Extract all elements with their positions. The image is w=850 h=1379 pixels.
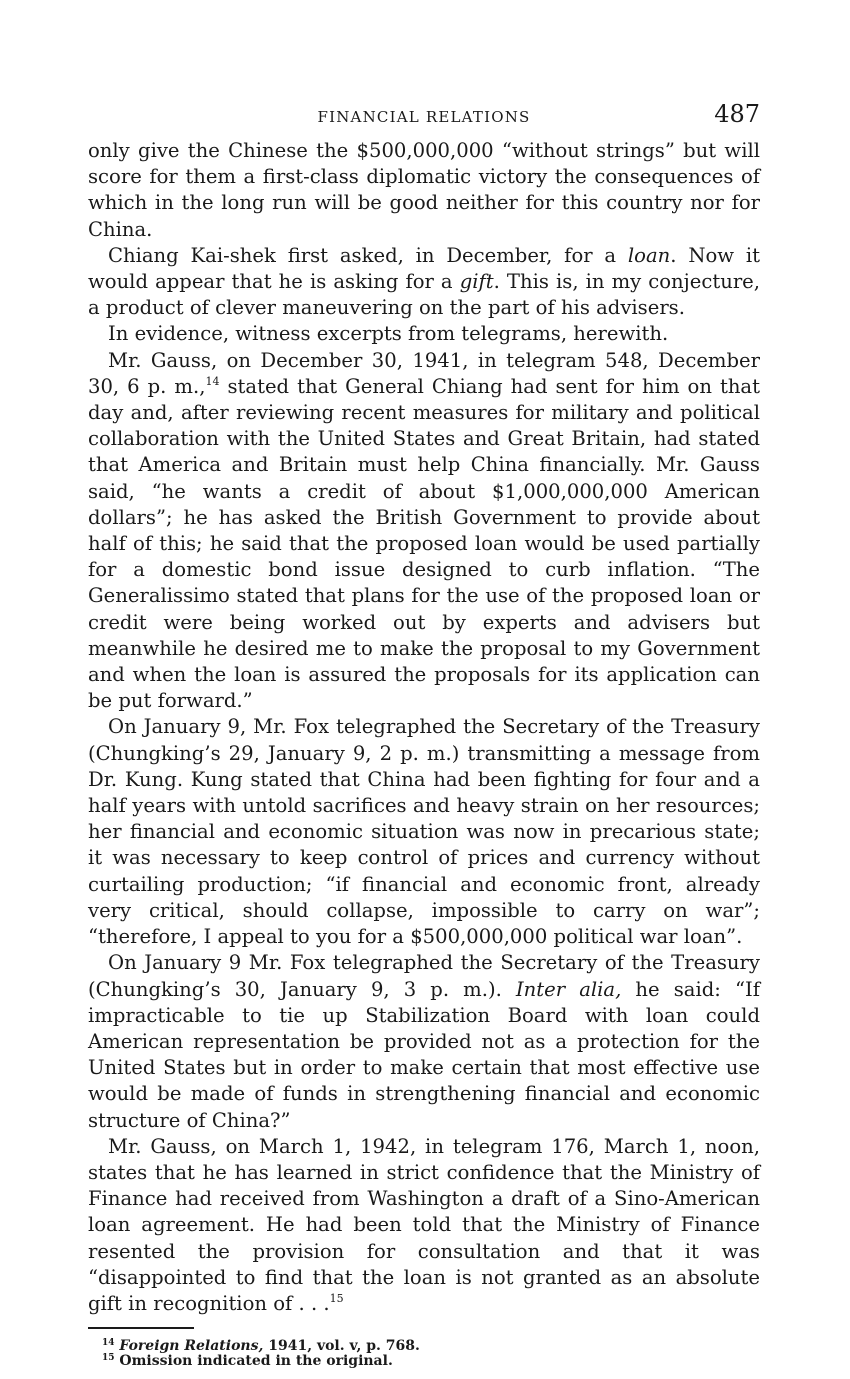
footnote-italic-title: Foreign Relations,: [119, 1338, 264, 1355]
paragraph-4-text-b: stated that General Chiang had sent for him on that day and, after reviewing recent measures for military and political collaboration with the United States and Great Britain, had stated that America and Britain must help China financially. Mr. Gauss said, “he wants a credit of about $1,000,000,000 American dollars”; he has asked the British Government to provide about half of this; he said that the proposed loan would be used partially for a domestic bond issue designed to curb inflation. “The Generalissimo stated that plans for the use of the proposed loan or credit were being worked out by experts and advisers but meanwhile he desired me to make the proposal to my Government and when the loan is assured the proposals for its application can be put forward.”: [88, 374, 760, 713]
footnote-text: 1941, vol. v, p. 768.: [263, 1338, 420, 1355]
footnote-15: [102, 1354, 760, 1369]
body-text: [88, 138, 760, 1317]
inter-alia-italic: Inter alia,: [515, 977, 622, 1001]
paragraph-6-text-b: he said: “If impracticable to tie up Stabilization Board with loan could American representation be provided not as a protection for the United States but in order to make certain that most effective use would be made of funds in strengthening financial and economic structure of China?”: [88, 977, 760, 1132]
paragraph-7-text-a: Mr. Gauss, on March 1, 1942, in telegram 176, March 1, noon, states that he has learned in strict confidence that the Ministry of Finance had received from Washington a draft of a Sino-American loan agreement. He had been told that the Ministry of Finance resented the provision for consultation and that it was “disappointed to find that the loan is not granted as an absolute gift in recognition of . . .: [88, 1134, 760, 1315]
footnote-mark: 14: [102, 1338, 115, 1349]
footnote-mark: 15: [102, 1353, 115, 1364]
footnote-divider: [88, 1327, 194, 1329]
page-number: 487: [714, 100, 760, 128]
paragraph-6: [88, 950, 760, 1133]
footnote-text: Omission indicated in the original.: [119, 1353, 393, 1370]
paragraph-2: [88, 243, 760, 322]
paragraph-2-text-c: . This is, in my conjecture, a product of clever maneuvering on the part of his advisers.: [88, 270, 761, 320]
paragraph-4-text-a: Mr. Gauss, on December 30, 1941, in telegram 548, December 30, 6 p. m.,: [88, 348, 760, 398]
paragraph-2-text-b: . Now it would appear that he is asking for a: [88, 243, 760, 294]
paragraph-3: In evidence, witness excerpts from telegrams, herewith.: [108, 322, 669, 346]
running-head: [88, 98, 760, 138]
paragraph-4: [88, 348, 760, 715]
running-title: FINANCIAL RELATIONS: [317, 108, 531, 126]
footnote-14: [102, 1339, 760, 1354]
loan-italic: loan: [627, 243, 671, 267]
paragraph-5: On January 9, Mr. Fox telegraphed the Secretary of the Treasury (Chungking’s 29, January 9, 2 p. m.) transmitting a message from Dr. Kung. Kung stated that China had been fighting for four and a half years with untold sacrifices and heavy strain on her resources; her financial and economic situation was now in precarious state; it was necessary to keep control of prices and currency without curtailing production; “if financial and economic front, already very critical, should collapse, impossible to carry on war”; “therefore, I appeal to you for a $500,000,000 political war loan”.: [88, 715, 760, 949]
footnote-ref-14: 14: [205, 374, 220, 388]
footnotes: [88, 1339, 760, 1369]
book-page: [88, 98, 760, 1369]
paragraph-6-text-a: On January 9 Mr. Fox telegraphed the Secretary of the Treasury (Chungking’s 30, January 9, 3 p. m.).: [88, 951, 760, 1001]
paragraph-1: only give the Chinese the $500,000,000 “without strings” but will score for them a first-class diplomatic victory the consequences of which in the long run will be good neither for this country nor for China.: [88, 139, 760, 241]
footnote-ref-15: 15: [329, 1291, 344, 1305]
gift-italic: gift: [459, 270, 494, 294]
paragraph-2-text-a: Chiang Kai-shek first asked, in December, for a: [108, 243, 628, 267]
paragraph-7: [88, 1134, 760, 1317]
